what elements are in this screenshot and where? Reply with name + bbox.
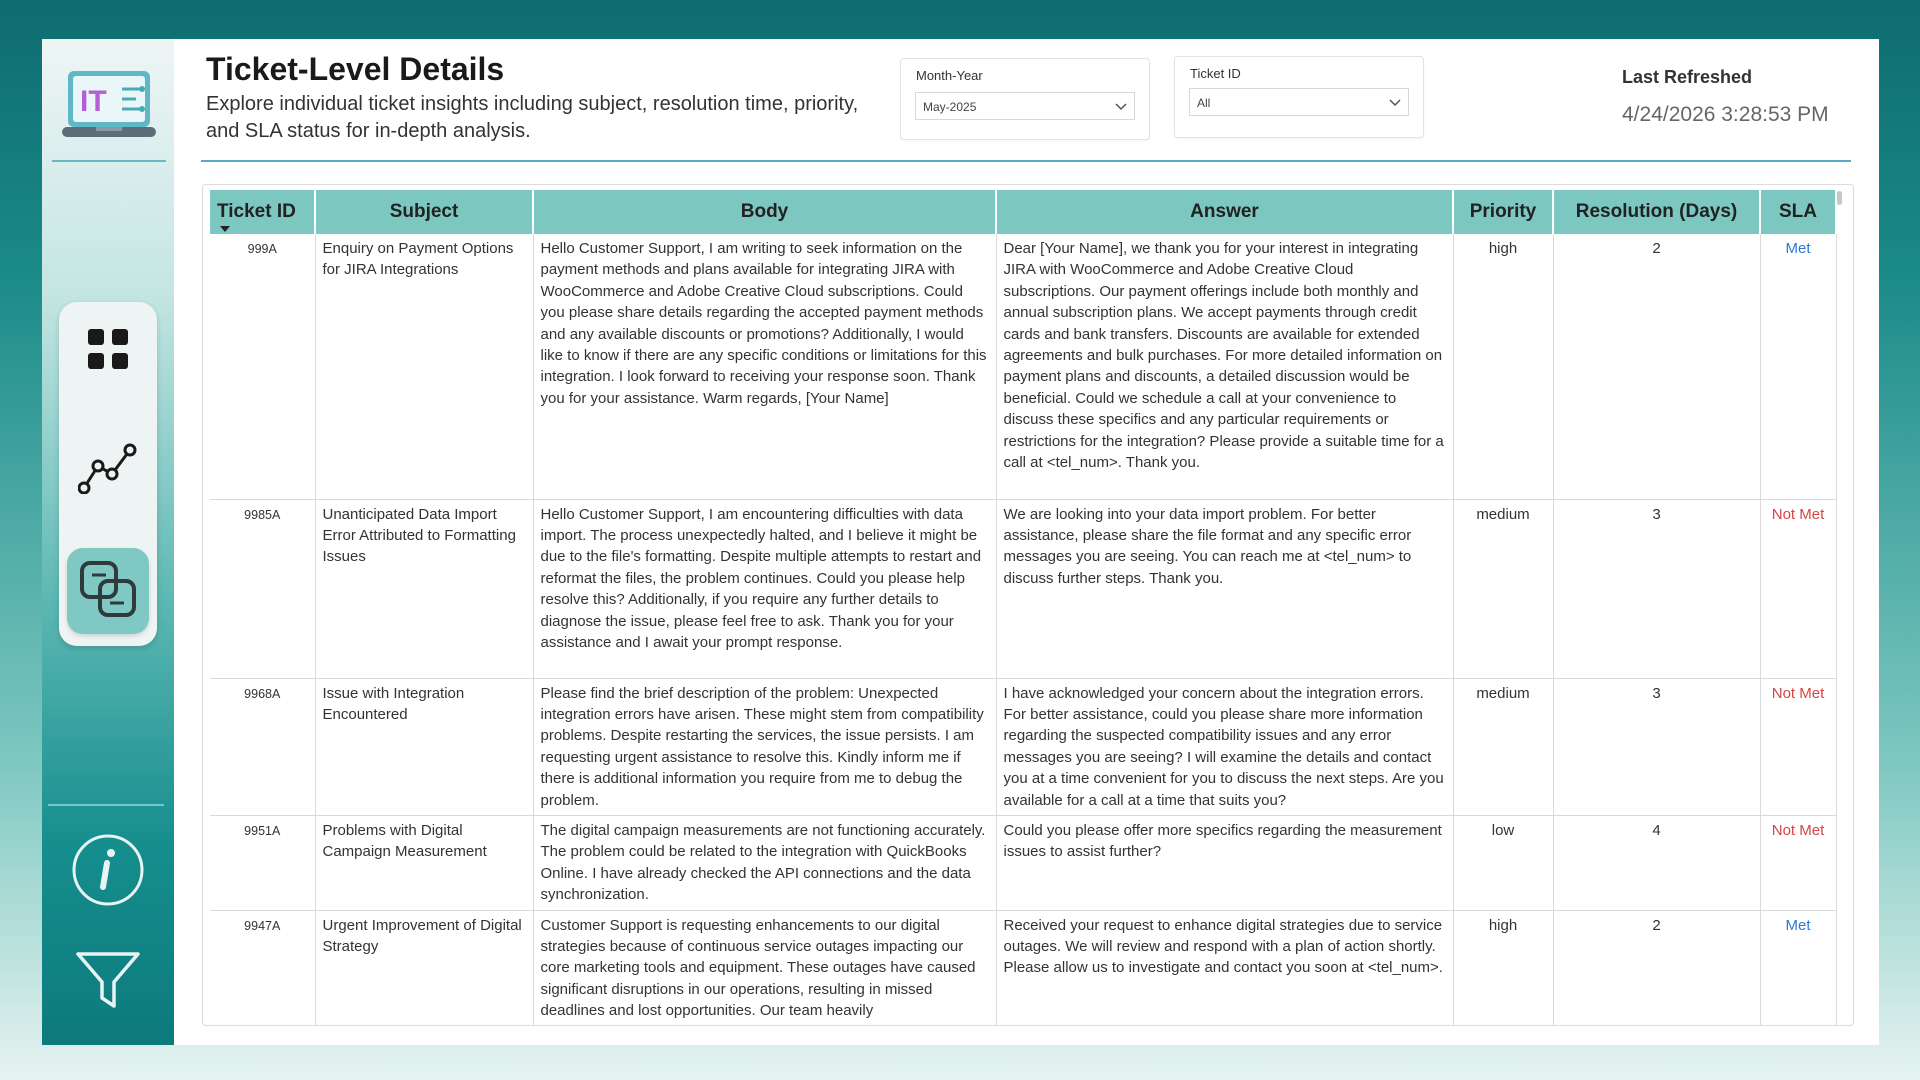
line-chart-icon [78,442,138,499]
info-icon [71,833,145,912]
linked-details-icon [78,559,138,624]
resolution-cell: 3 [1553,499,1760,678]
sla-cell: Not Met [1760,815,1836,910]
table-row[interactable] [210,234,1836,499]
ticket-id-cell: 9947A [210,910,315,1026]
svg-text:IT: IT [80,85,107,118]
sla-cell: Met [1760,234,1836,499]
it-logo [60,67,158,145]
column-header-body[interactable]: Body [533,190,996,234]
sidebar-divider [52,160,166,162]
resolution-cell: 4 [1553,815,1760,910]
answer-cell: I have acknowledged your concern about the integration errors. For better assistance, could you please share more information regarding the suspected compatibility issues and any error messages you are seeing? I will examine the details and contact you at a time convenient for you to discuss the next steps. Are you available for a call at a time that suits you? [996,678,1453,815]
column-header-subject[interactable]: Subject [315,190,533,234]
month-year-slicer [900,58,1150,140]
month-year-dropdown[interactable] [915,92,1135,120]
ticket-id-cell: 9951A [210,815,315,910]
sidebar [42,39,174,1045]
nav-menu [59,302,157,646]
priority-cell: high [1453,910,1553,1026]
month-year-value: May-2025 [923,100,977,114]
subject-cell: Issue with Integration Encountered [315,678,533,815]
body-cell: Please find the brief description of the problem: Unexpected integration errors have arisen. These might stem from compatibility problems. Despite restarting the services, the issue persists. I am requesting urgent assistance to resolve this. Kindly inform me if there is additional information you require from me to debug the problem. [533,678,996,815]
priority-cell: medium [1453,678,1553,815]
report-canvas [42,39,1879,1045]
ticket-id-cell: 9968A [210,678,315,815]
page-title: Ticket-Level Details [206,51,505,87]
resolution-cell: 2 [1553,234,1760,499]
page-subtitle: Explore individual ticket insights including subject, resolution time, priority, and SLA status for in-depth analysis. [206,93,859,142]
sla-cell: Met [1760,910,1836,1026]
body-cell: Customer Support is requesting enhancements to our digital strategies because of continuous service outages impacting our core marketing tools and equipment. These outages have caused significant disruptions in our operations, resulting in missed deadlines and lost opportunities. Our team heavily [533,910,996,1026]
table-row[interactable] [210,499,1836,678]
table-row[interactable] [210,815,1836,910]
answer-cell: Dear [Your Name], we thank you for your interest in integrating JIRA with WooCommerce and Adobe Creative Cloud subscriptions. Our payment offerings include both monthly and annual subscription plans. We accept payments through credit cards and bank transfers. Discounts are available for extended agreements and bulk purchases. For more detailed information on payment plans and discounts, a detailed discussion would be beneficial. Could we schedule a call at your convenience to discuss these specifics and any particular requirements or restrictions for the integration? Please provide a suitable time for a call at <tel_num>. Thank you. [996,234,1453,499]
body-cell: The digital campaign measurements are not functioning accurately. The problem could be related to the integration with QuickBooks Online. I have already checked the API connections and the data synchronization. [533,815,996,910]
chevron-down-icon [1388,96,1402,114]
column-header-resolution[interactable]: Resolution (Days) [1553,190,1760,234]
nav-details-button[interactable] [67,548,149,634]
filter-icon [74,948,142,1017]
subject-cell: Enquiry on Payment Options for JIRA Integrations [315,234,533,499]
ticket-id-cell: 9985A [210,499,315,678]
subject-cell: Unanticipated Data Import Error Attributed to Formatting Issues [315,499,533,678]
ticket-id-slicer [1174,56,1424,138]
resolution-cell: 3 [1553,678,1760,815]
chevron-down-icon [1114,100,1128,118]
sidebar-divider-lower [48,804,164,806]
column-header-priority[interactable]: Priority [1453,190,1553,234]
dashboard-grid-icon [86,327,130,376]
table-scrollbar[interactable] [1837,191,1842,205]
priority-cell: low [1453,815,1553,910]
ticket-id-dropdown[interactable] [1189,88,1409,116]
info-button[interactable] [68,832,148,912]
nav-trends-button[interactable] [67,427,149,513]
answer-cell: Could you please offer more specifics regarding the measurement issues to assist further? [996,815,1453,910]
table-row[interactable] [210,910,1836,1026]
sla-cell: Not Met [1760,678,1836,815]
subject-cell: Urgent Improvement of Digital Strategy [315,910,533,1026]
resolution-cell: 2 [1553,910,1760,1026]
column-header-ticket-id[interactable]: Ticket ID [210,190,315,234]
header-divider [201,160,1851,162]
filter-button[interactable] [68,942,148,1022]
priority-cell: high [1453,234,1553,499]
column-header-sla[interactable]: SLA [1760,190,1836,234]
sort-descending-icon [220,226,230,232]
table-row[interactable] [210,678,1836,815]
ticket-id-label: Ticket ID [1190,66,1241,81]
last-refreshed-value: 4/24/2026 3:28:53 PM [1622,103,1829,126]
column-header-answer[interactable]: Answer [996,190,1453,234]
priority-cell: medium [1453,499,1553,678]
ticket-table [202,184,1854,1026]
subject-cell: Problems with Digital Campaign Measurement [315,815,533,910]
ticket-id-cell: 999A [210,234,315,499]
body-cell: Hello Customer Support, I am encountering difficulties with data import. The process unexpectedly halted, and I believe it might be due to the file's formatting. Despite multiple attempts to restart and reformat the files, the problem continues. Could you please help resolve this? Additionally, if you require any further details to diagnose the issue, please feel free to ask. Thank you for your assistance and I await your prompt response. [533,499,996,678]
table-header-row [210,190,1836,234]
ticket-id-value: All [1197,96,1211,110]
answer-cell: We are looking into your data import problem. For better assistance, please share the file format and any specific error messages you are seeing. You can reach me at <tel_num> to discuss further steps. Thank you. [996,499,1453,678]
month-year-label: Month-Year [916,68,983,83]
body-cell: Hello Customer Support, I am writing to seek information on the payment methods and plans available for integrating JIRA with WooCommerce and Adobe Creative Cloud subscriptions. Could you please share details regarding the accepted payment methods and any available discounts or promotions? Additionally, I would like to know if there are any specific conditions or limitations for this integration. I look forward to receiving your response soon. Thank you for your assistance. Warm regards, [Your Name] [533,234,996,499]
answer-cell: Received your request to enhance digital strategies due to service outages. We will review and respond with a plan of action shortly. Please allow us to investigate and contact you soon at <tel_num>. [996,910,1453,1026]
sla-cell: Not Met [1760,499,1836,678]
nav-overview-button[interactable] [67,308,149,394]
last-refreshed-label: Last Refreshed [1622,67,1753,87]
